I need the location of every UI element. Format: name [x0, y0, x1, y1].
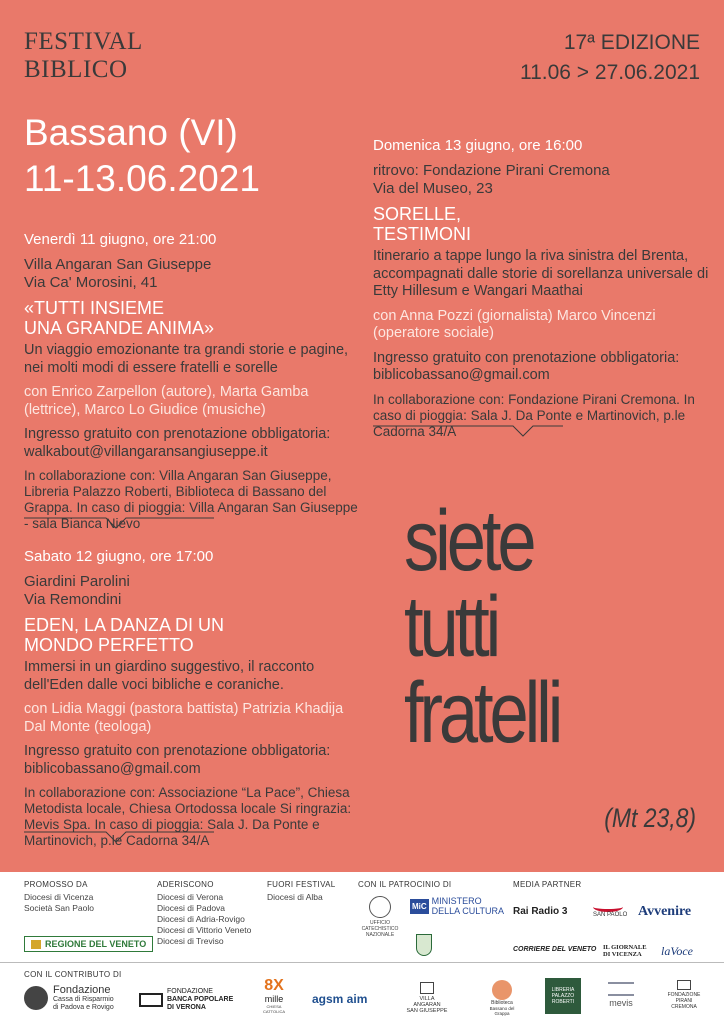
separator-brace-3: [373, 424, 563, 438]
fondazione-pirani-logo: [664, 980, 704, 1010]
event-title-line-1: EDEN, LA DANZA DI UN: [24, 615, 225, 635]
swoosh-icon: [593, 902, 623, 912]
event-saturday: [24, 548, 360, 849]
event-datetime: Sabato 12 giugno, ore 17:00: [24, 548, 214, 565]
pirani-line-3: CREMONA: [671, 1004, 697, 1010]
event-venue: ritrovo: Fondazione Pirani Cremona: [373, 162, 610, 179]
event-guests: con Lidia Maggi (pastora battista) Patrizia Khadija Dal Monte (teologa): [24, 701, 344, 735]
booking-text: Ingresso gratuito con prenotazione obbligatoria:: [24, 426, 331, 442]
bpv-line-2: BANCA POPOLARE: [167, 996, 234, 1003]
city-dates: 11-13.06.2021: [24, 158, 260, 199]
event-title: [24, 615, 360, 655]
libreria-palazzo-roberti-logo: LIBRERIA PALAZZO ROBERTI: [545, 978, 581, 1014]
event-collaboration: In collaborazione con: Associazione “La Pace”, Chiesa Metodista locale, Chiesa Ortodossa locale Si ringrazia: Mevis Spa. In caso di pioggia: Sala J. Da Ponte e Martinovich, p.le Cadorna 34/A: [24, 785, 352, 848]
event-venue: Giardini Parolini: [24, 573, 130, 590]
pirani-line-2: PIRANI: [675, 998, 693, 1004]
event-title-line-2: TESTIMONI: [373, 224, 471, 244]
separator-brace-1: [24, 516, 214, 530]
city-block: [24, 110, 260, 202]
motto: [404, 493, 560, 761]
event-title-line-2: UNA GRANDE ANIMA»: [24, 318, 215, 338]
mevis-waves-icon: [608, 982, 634, 996]
villa-line-2: SAN GIUSEPPE: [406, 1008, 448, 1014]
fondazione-emblem-icon: [24, 986, 48, 1010]
biblioteca-icon: [492, 980, 512, 1000]
event-address: Via Remondini: [24, 591, 122, 608]
aderiscono-item: Diocesi di Treviso: [157, 936, 224, 946]
coat-of-arms-icon: [416, 934, 432, 956]
biblioteca-line-1: Biblioteca: [491, 1000, 513, 1006]
event-booking: [24, 743, 360, 778]
media-heading: MEDIA PARTNER: [513, 880, 582, 889]
pirani-icon: [677, 980, 691, 990]
event-place: [24, 256, 360, 292]
lion-icon: [31, 940, 41, 949]
fondazione-line-2: Cassa di Risparmio: [53, 996, 114, 1003]
event-booking: [373, 350, 709, 385]
event-place: [24, 573, 360, 609]
patrocinio-block: [358, 880, 508, 938]
bible-reference: (Mt 23,8): [604, 803, 696, 833]
promosso-item: Diocesi di Vicenza: [24, 892, 94, 902]
promosso-block: [24, 880, 94, 914]
event-friday: [24, 231, 360, 532]
festival-dates: 11.06 > 27.06.2021: [519, 61, 700, 84]
event-address: Via del Museo, 23: [373, 180, 493, 197]
event-title-line-2: MONDO PERFETTO: [24, 635, 194, 655]
booking-email[interactable]: walkabout@villangaransangiuseppe.it: [24, 443, 268, 460]
biblioteca-bassano-logo: [482, 980, 522, 1016]
sponsors-footer: [0, 872, 724, 1024]
aderiscono-block: [157, 880, 251, 947]
booking-text: Ingresso gratuito con prenotazione obbligatoria:: [373, 349, 680, 366]
motto-line-2: tutti: [404, 579, 498, 675]
promosso-item: Società San Paolo: [24, 903, 94, 913]
seal-icon: [369, 896, 391, 918]
motto-line-3: fratelli: [404, 665, 560, 761]
biblioteca-line-2: Bassano del Grappa: [489, 1006, 515, 1016]
villa-line-1: VILLA ANGARAN: [413, 996, 441, 1008]
san-paolo-label: SAN PAOLO: [593, 912, 628, 918]
otto-label: 8X: [264, 977, 284, 994]
mic-badge: MiC: [410, 899, 429, 914]
event-title: [373, 204, 709, 244]
fuori-festival-block: [267, 880, 336, 903]
fondazione-line-1: Fondazione: [53, 984, 111, 996]
separator-brace-2: [24, 830, 214, 844]
ministero-label: MINISTERO DELLA CULTURA: [431, 896, 505, 916]
logo-line-2: BIBLICO: [24, 56, 128, 83]
event-sunday: [373, 137, 709, 440]
fondazione-cariparo-logo: [24, 984, 114, 1012]
rai-radio3-logo: Rai Radio 3: [513, 906, 568, 917]
edition-block: [520, 28, 700, 88]
aderiscono-item: Diocesi di Verona: [157, 892, 224, 902]
event-description: Un viaggio emozionante tra grandi storie e pagine, nei molti modi di essere fratelli e sorelle: [24, 342, 349, 376]
contributo-heading: CON IL CONTRIBUTO DI: [24, 970, 122, 979]
event-datetime: Venerdì 11 giugno, ore 21:00: [24, 231, 217, 248]
event-description: Itinerario a tappe lungo la riva sinistra del Brenta, accompagnati dalle storie di sorellanza universale di Etty Hillesum e Wangari Maathai: [373, 248, 709, 299]
ufficio-catechistico-logo: [360, 896, 400, 938]
aderiscono-item: Diocesi di Vittorio Veneto: [157, 925, 252, 935]
aderiscono-item: Diocesi di Adria-Rovigo: [157, 914, 245, 924]
san-paolo-logo: [593, 902, 627, 918]
event-venue: Villa Angaran San Giuseppe: [24, 256, 212, 273]
edition-label: 17ª EDIZIONE: [563, 31, 700, 54]
otto-per-mille-logo: [256, 978, 292, 1014]
bpv-line-1: FONDAZIONE: [167, 988, 213, 995]
corriere-veneto-logo: CORRIERE DEL VENETO: [513, 946, 597, 953]
la-voce-logo: laVoce: [661, 944, 693, 958]
event-description: Immersi in un giardino suggestivo, il racconto dell'Eden dalle voci bibliche e coraniche.: [24, 659, 315, 693]
otto-sub-label: CHIESA CATTOLICA: [262, 1004, 286, 1014]
giornale-vicenza-logo: IL GIORNALE DI VICENZA: [603, 944, 647, 958]
mille-label: mille: [264, 994, 284, 1004]
event-guests: con Enrico Zarpellon (autore), Marta Gamba (lettrice), Marco Lo Giudice (musiche): [24, 384, 309, 418]
event-collaboration: In collaborazione con: Fondazione Pirani Cremona. In caso di pioggia: Sala J. Da Ponte e Martinovich, p.le Cadorna 34/A: [373, 391, 695, 439]
event-collaboration: In collaborazione con: Villa Angaran San Giuseppe, Libreria Palazzo Roberti, Biblioteca di Bassano del Grappa. In caso di pioggia: Villa Angaran San Giuseppe - sala Bianca Nievo: [24, 468, 358, 531]
bpv-line-3: DI VERONA: [167, 1004, 206, 1011]
festival-biblico-logo: [24, 28, 143, 84]
avvenire-logo: Avvenire: [638, 904, 692, 919]
event-title-line-1: «TUTTI INSIEME: [24, 298, 165, 318]
event-place: [373, 162, 709, 198]
pirani-line-1: FONDAZIONE: [667, 992, 701, 998]
promosso-heading: PROMOSSO DA: [24, 880, 88, 889]
villa-icon: [420, 982, 434, 994]
motto-line-1: siete: [404, 493, 533, 589]
event-title-line-1: SORELLE,: [373, 204, 462, 224]
event-guests: con Anna Pozzi (giornalista) Marco Vincenzi (operatore sociale): [373, 307, 656, 341]
mevis-logo: [604, 982, 638, 1008]
logo-line-1: FESTIVAL: [24, 28, 143, 55]
mevis-label: mevis: [609, 998, 633, 1008]
ufficio-label: UFFICIO CATECHISTICO NAZIONALE: [361, 920, 399, 938]
fondazione-line-3: di Padova e Rovigo: [53, 1004, 114, 1011]
fuori-heading: FUORI FESTIVAL: [267, 880, 336, 889]
ministero-logo: [410, 896, 512, 916]
bpv-mark-icon: [139, 993, 163, 1007]
event-address: Via Ca' Morosini, 41: [24, 274, 158, 291]
aderiscono-heading: ADERISCONO: [157, 880, 214, 889]
fuori-item: Diocesi di Alba: [267, 892, 323, 902]
city-name: Bassano (VI): [24, 112, 238, 153]
event-datetime: Domenica 13 giugno, ore 16:00: [373, 137, 583, 154]
booking-email[interactable]: biblicobassano@gmail.com: [24, 760, 201, 777]
regione-label: REGIONE DEL VENETO: [45, 939, 147, 949]
regione-veneto-logo: [24, 936, 153, 952]
booking-text: Ingresso gratuito con prenotazione obbligatoria:: [24, 743, 331, 759]
booking-email[interactable]: biblicobassano@gmail.com: [373, 367, 550, 383]
agsm-aim-logo: agsm aim: [312, 992, 368, 1006]
banca-popolare-verona-logo: [139, 988, 233, 1012]
villa-angaran-logo: [406, 982, 448, 1014]
patrocinio-heading: CON IL PATROCINIO DI: [358, 880, 452, 889]
event-booking: [24, 426, 360, 461]
footer-divider: [0, 962, 724, 963]
aderiscono-item: Diocesi di Padova: [157, 903, 226, 913]
media-partner-block: [513, 880, 713, 958]
event-title: [24, 298, 360, 338]
